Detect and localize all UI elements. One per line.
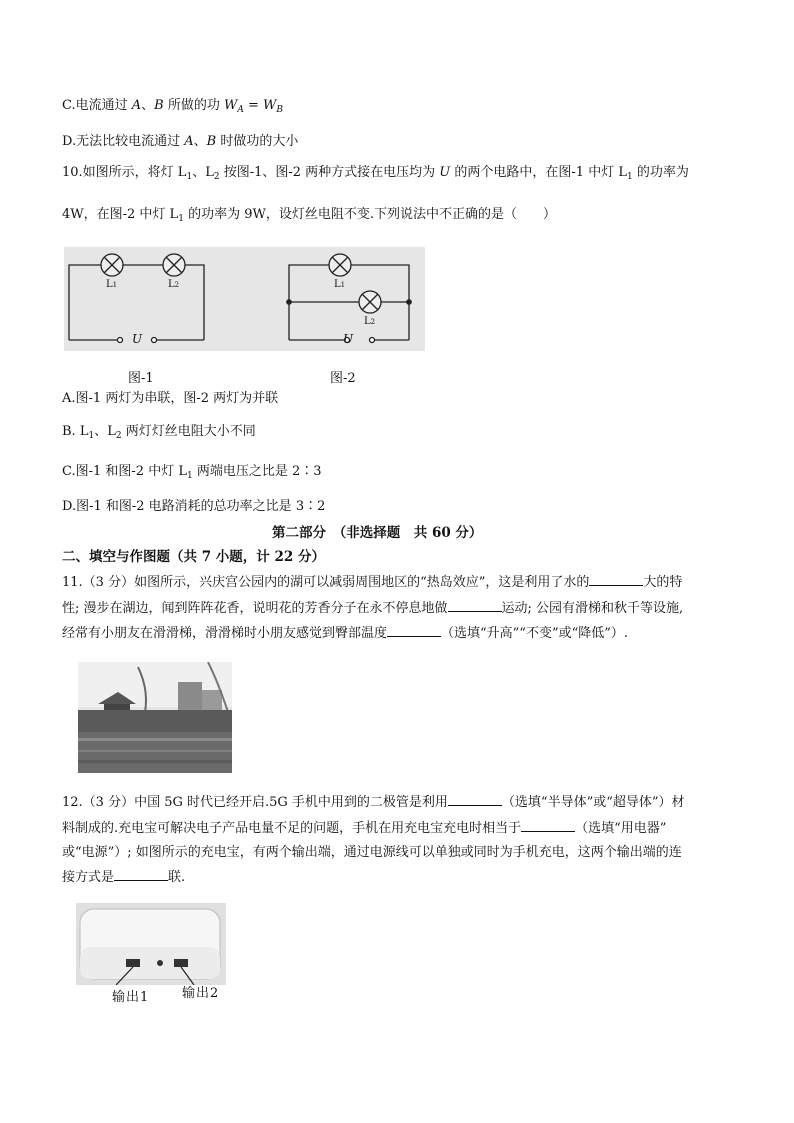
q9-option-c bbox=[62, 97, 283, 119]
fig2-voltage-label: U bbox=[343, 332, 354, 346]
section-heading: 二、填空与作图题（共 7 小题，计 22 分） bbox=[62, 549, 325, 565]
q9-option-d-end: 时做功的大小 bbox=[216, 134, 299, 149]
text: B. L bbox=[62, 424, 89, 439]
q10-option-b bbox=[62, 423, 256, 445]
separator: 、 bbox=[193, 134, 207, 149]
output-2-label: 输出2 bbox=[182, 986, 220, 1001]
junction bbox=[287, 300, 291, 304]
terminal bbox=[370, 338, 375, 343]
q11-line2 bbox=[62, 600, 683, 618]
text: （选填“用电器” bbox=[575, 821, 667, 836]
answer-blank[interactable] bbox=[387, 625, 441, 637]
q11-line3 bbox=[62, 625, 628, 643]
text: 、L bbox=[192, 165, 214, 180]
text: （选填“半导体”或“超导体”）材 bbox=[501, 795, 685, 810]
q9-option-d-text: D.无法比较电流通过 bbox=[62, 134, 185, 149]
subscript: 1 bbox=[340, 281, 346, 289]
circuit-1-series bbox=[69, 254, 204, 343]
subscript: 2 bbox=[115, 431, 122, 441]
label-b: B bbox=[154, 98, 164, 113]
power-bank-drawing bbox=[76, 903, 226, 985]
text: 、L bbox=[94, 424, 116, 439]
fig1-lamp1-label bbox=[106, 279, 117, 290]
junction bbox=[407, 300, 411, 304]
fig1-caption: 图-1 bbox=[128, 371, 154, 386]
subscript: 1 bbox=[112, 281, 118, 289]
circuit-1-wire bbox=[69, 265, 204, 340]
q11-line1 bbox=[62, 574, 682, 592]
subscript: 2 bbox=[174, 281, 180, 289]
q12-line1 bbox=[62, 794, 685, 812]
terminal bbox=[152, 338, 157, 343]
q9-option-c-text: C.电流通过 bbox=[62, 98, 132, 113]
lake-photo bbox=[78, 662, 232, 773]
answer-blank[interactable] bbox=[448, 600, 502, 612]
q12-line4 bbox=[62, 869, 185, 887]
text: （选填“升高”“不变”或“降低”）. bbox=[441, 626, 629, 641]
circuit-diagrams bbox=[64, 247, 425, 351]
circuit-2-parallel bbox=[287, 254, 411, 343]
equals: = bbox=[243, 98, 264, 113]
text: 大的特 bbox=[643, 575, 683, 590]
text: L bbox=[334, 279, 341, 290]
power-bank-photo bbox=[76, 903, 226, 985]
answer-blank[interactable] bbox=[589, 574, 643, 586]
text: 运动; 公园有滑梯和秋千等设施, bbox=[501, 601, 684, 616]
q9-option-c-mid: 所做的功 bbox=[163, 98, 224, 113]
subscript: 1 bbox=[88, 431, 95, 441]
q10-option-a: A.图-1 两灯为串联，图-2 两灯为并联 bbox=[62, 391, 279, 406]
output-1-label: 输出1 bbox=[112, 990, 150, 1005]
subscript: 1 bbox=[186, 471, 193, 481]
text: 性; 漫步在湖边，闻到阵阵花香，说明花的芳香分子在永不停息地做 bbox=[62, 601, 448, 616]
fig1-lamp2-label bbox=[168, 279, 179, 290]
fig2-lamp1-label bbox=[334, 279, 345, 290]
part-heading: 第二部分 （非选择题 共 60 分） bbox=[272, 525, 483, 541]
subscript: 2 bbox=[213, 172, 220, 182]
lake-photo-drawing bbox=[78, 662, 232, 773]
circuit-figure bbox=[64, 247, 425, 351]
subscript: 1 bbox=[186, 172, 193, 182]
label-a: A bbox=[131, 98, 142, 113]
subscript: 1 bbox=[178, 214, 184, 224]
text: 10.如图所示，将灯 L bbox=[62, 165, 187, 180]
text: 接方式是 bbox=[62, 870, 115, 885]
text: 联. bbox=[168, 870, 186, 885]
answer-blank[interactable] bbox=[448, 794, 502, 806]
fig2-caption: 图-2 bbox=[330, 371, 356, 386]
voltage-symbol: U bbox=[439, 165, 451, 180]
text: 两端电压之比是 2∶3 bbox=[192, 464, 322, 479]
output-port-1 bbox=[126, 959, 140, 967]
work-symbol: W bbox=[223, 98, 238, 113]
text: 11.（3 分）如图所示，兴庆宫公园内的湖可以减弱周围地区的“热岛效应”，这是利用了水的 bbox=[62, 575, 590, 590]
separator: 、 bbox=[141, 98, 155, 113]
text: 12.（3 分）中国 5G 时代已经开启.5G 手机中用到的二极管是利用 bbox=[62, 795, 448, 810]
subscript-b: B bbox=[276, 105, 284, 115]
text: 料制成的.充电宝可解决电子产品电量不足的问题，手机在用充电宝充电时相当于 bbox=[62, 821, 522, 836]
answer-blank[interactable] bbox=[521, 820, 575, 832]
text: 两灯灯丝电阻大小不同 bbox=[121, 424, 256, 439]
text: 的两个电路中，在图-1 中灯 L bbox=[450, 165, 627, 180]
work-symbol: W bbox=[263, 98, 277, 113]
text: L bbox=[364, 316, 371, 327]
text: C.图-1 和图-2 中灯 L bbox=[62, 464, 187, 479]
subscript: 1 bbox=[626, 172, 633, 182]
text: L bbox=[106, 279, 113, 290]
q12-line2 bbox=[62, 820, 666, 838]
text: 的功率为 bbox=[632, 165, 689, 180]
label-a: A bbox=[184, 134, 194, 149]
subscript: 2 bbox=[370, 318, 376, 326]
q12-line3: 或“电源”）; 如图所示的充电宝，有两个输出端，通过电源线可以单独或同时为手机充电，这两个输出端的连 bbox=[62, 845, 682, 860]
text: 的功率为 9W，设灯丝电阻不变.下列说法中不正确的是（ ） bbox=[183, 207, 556, 222]
q10-option-d: D.图-1 和图-2 电路消耗的总功率之比是 3∶2 bbox=[62, 499, 326, 514]
subscript-a: A bbox=[237, 105, 244, 115]
fig2-lamp2-label bbox=[364, 316, 375, 327]
q10-stem-line1 bbox=[62, 164, 689, 186]
q10-stem-line2 bbox=[62, 206, 556, 228]
text: 按图-1、图-2 两种方式接在电压均为 bbox=[219, 165, 440, 180]
text: L bbox=[168, 279, 175, 290]
text: 经常有小朋友在滑滑梯，滑滑梯时小朋友感觉到臀部温度 bbox=[62, 626, 388, 641]
terminal bbox=[118, 338, 123, 343]
output-port-2 bbox=[174, 959, 188, 967]
q10-option-c bbox=[62, 463, 322, 485]
fig1-voltage-label: U bbox=[132, 332, 143, 346]
q9-option-d bbox=[62, 133, 298, 151]
text: 4W，在图-2 中灯 L bbox=[62, 207, 179, 222]
label-b: B bbox=[206, 134, 217, 149]
answer-blank[interactable] bbox=[114, 869, 168, 881]
